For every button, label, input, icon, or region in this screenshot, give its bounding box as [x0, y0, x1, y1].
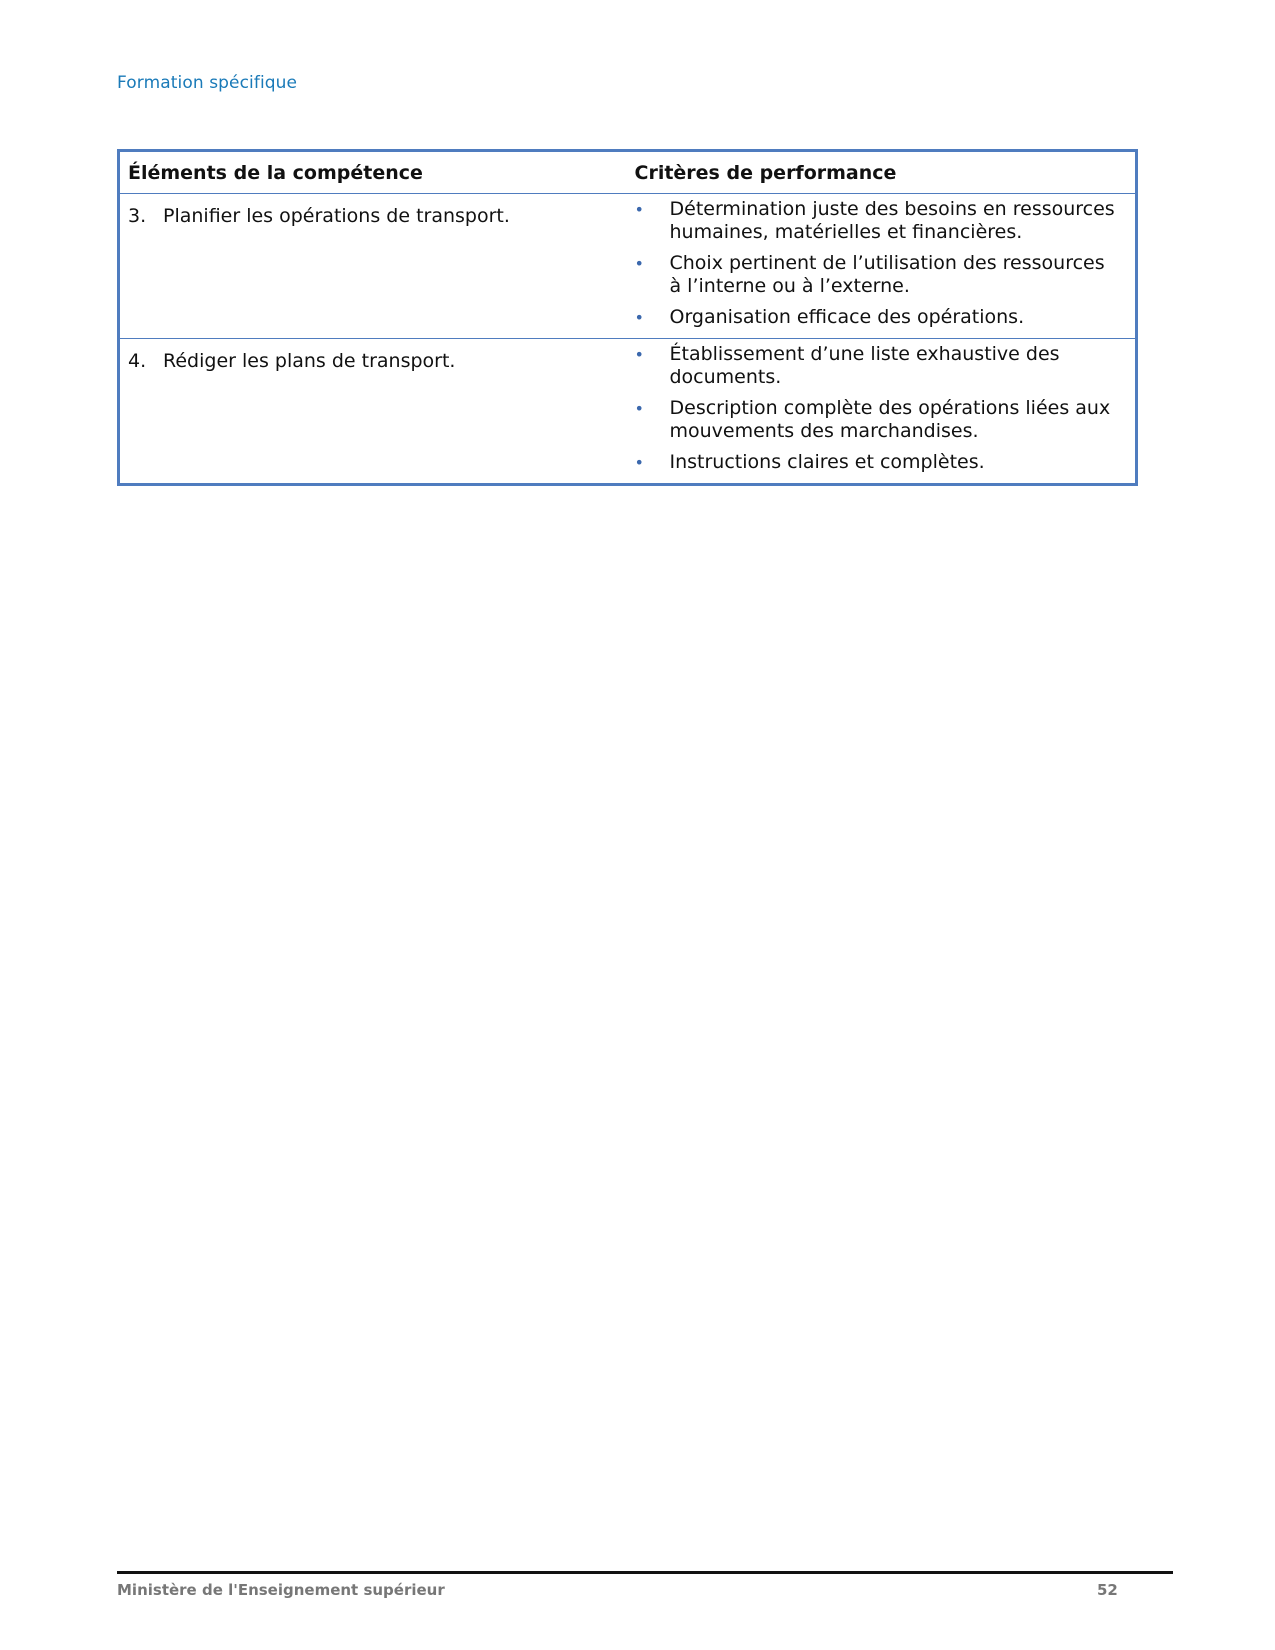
bullet-dot-icon: • [634, 308, 644, 327]
table-row [119, 339, 1137, 485]
criteria-item [635, 343, 1122, 389]
criteria-text: Organisation efficace des opérations. [669, 306, 1025, 328]
criteria-list [635, 198, 1122, 329]
criteria-text: Instructions claires et complètes. [669, 451, 985, 473]
criteria-item [635, 252, 1122, 298]
criteria-cell [627, 194, 1137, 339]
bullet-dot-icon: • [634, 453, 644, 472]
criteria-list [635, 343, 1122, 474]
element-cell [119, 194, 627, 339]
element-number: 4. [128, 350, 147, 372]
element-cell [119, 339, 627, 485]
bullet-dot-icon: • [634, 200, 644, 219]
table-header-row [119, 151, 1137, 194]
competence-table [117, 149, 1138, 486]
element-text: Rédiger les plans de transport. [163, 350, 456, 372]
page-number: 52 [1097, 1581, 1118, 1599]
element-text: Planifier les opérations de transport. [163, 205, 510, 227]
element-item [128, 205, 619, 227]
criteria-item [635, 451, 1122, 474]
footer-divider [117, 1571, 1173, 1574]
criteria-item [635, 198, 1122, 244]
criteria-text: Établissement d’une liste exhaustive des documents. [669, 343, 1060, 388]
criteria-item [635, 306, 1122, 329]
criteria-text: Choix pertinent de l’utilisation des ressources à l’interne ou à l’externe. [669, 252, 1105, 297]
bullet-dot-icon: • [634, 345, 644, 364]
element-item [128, 350, 619, 372]
column-header-criteria: Critères de performance [627, 151, 1137, 194]
footer-ministry: Ministère de l'Enseignement supérieur [117, 1581, 445, 1599]
criteria-cell [627, 339, 1137, 485]
bullet-dot-icon: • [634, 399, 644, 418]
bullet-dot-icon: • [634, 254, 644, 273]
column-header-elements: Éléments de la compétence [119, 151, 627, 194]
criteria-text: Description complète des opérations liées aux mouvements des marchandises. [669, 397, 1111, 442]
criteria-text: Détermination juste des besoins en ressources humaines, matérielles et financières. [669, 198, 1115, 243]
page-header-section-title: Formation spécifique [117, 73, 298, 93]
table-row [119, 194, 1137, 339]
criteria-item [635, 397, 1122, 443]
element-number: 3. [128, 205, 147, 227]
